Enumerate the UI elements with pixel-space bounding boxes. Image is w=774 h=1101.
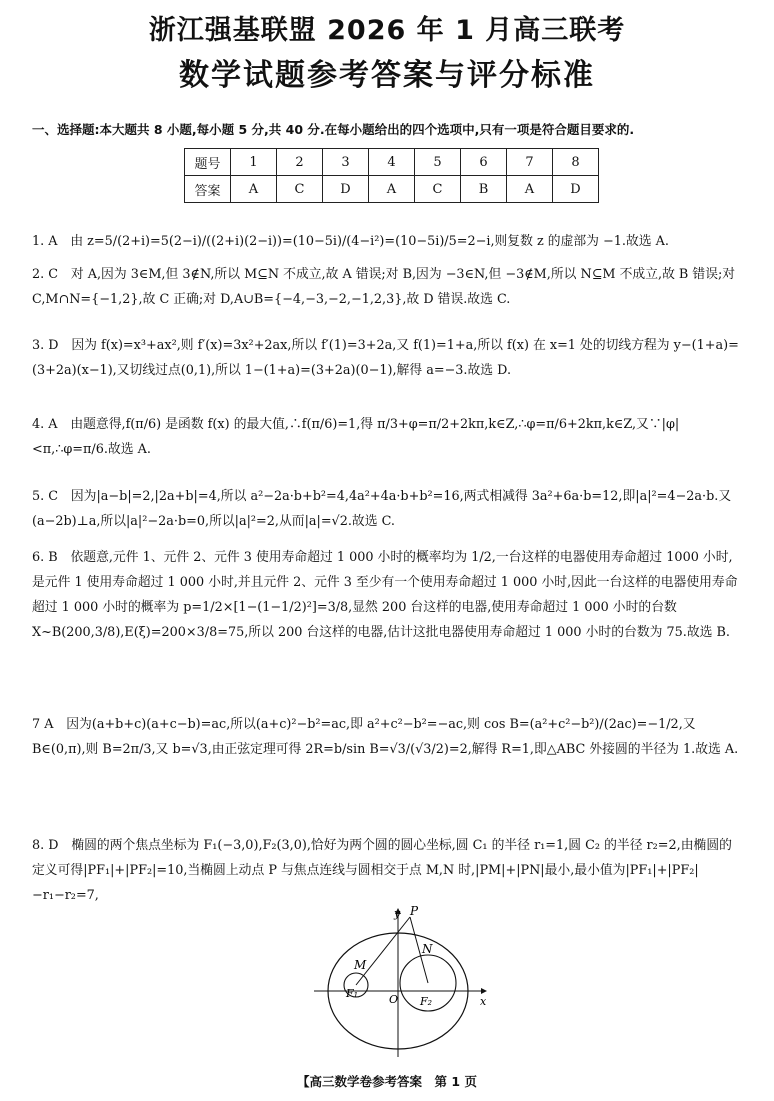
label-x: x xyxy=(480,995,487,1008)
solution-2: 2. C 对 A,因为 3∈M,但 3∉N,所以 M⊆N 不成立,故 A 错误;对 B,因为 −3∈N,但 −3∉M,所以 N⊆M 不成立,故 B 错误;对 C,M∩N={−1,2},故 C 正确;对 D,A∪B={−4,−3,−2,−1,2,3},故 D 错误.故选 C. xyxy=(32,267,736,307)
table-cell: 6 xyxy=(461,149,507,176)
label-o: O xyxy=(389,993,399,1006)
table-cell: D xyxy=(553,176,599,203)
label-p: P xyxy=(410,905,419,918)
solution-3: 3. D 因为 f(x)=x³+ax²,则 f′(x)=3x²+2ax,所以 f′(1)=3+2a,又 f(1)=1+a,所以 f(x) 在 x=1 处的切线方程为 y−(1+a)=(3+2a)(x−1),又切线过点(0,1),所以 1−(1+a)=(3+2a)(0−1),解得 a=−3.故选 D. xyxy=(32,338,739,378)
answer-table xyxy=(184,148,599,203)
section-intro: 一、选择题:本大题共 8 小题,每小题 5 分,共 40 分.在每小题给出的四个选项中,只有一项是符合题目要求的. xyxy=(32,122,635,137)
table-cell: 5 xyxy=(415,149,461,176)
table-cell: 题号 xyxy=(185,149,231,176)
solution-5: 5. C 因为|a−b|=2,|2a+b|=4,所以 a²−2a·b+b²=4,4a²+4a·b+b²=16,两式相减得 3a²+6a·b=12,即|a|²=4−2a·b.又(a−2b)⊥a,所以|a|²−2a·b=0,所以|a|²=2,从而|a|=√2.故选 C. xyxy=(32,489,732,529)
table-cell: A xyxy=(369,176,415,203)
table-cell: 1 xyxy=(231,149,277,176)
label-f1: F₁ xyxy=(346,987,359,1000)
table-cell: B xyxy=(461,176,507,203)
table-cell: 4 xyxy=(369,149,415,176)
solution-1: 1. A 由 z=5/(2+i)=5(2−i)/((2+i)(2−i))=(10−5i)/(4−i²)=(10−5i)/5=2−i,则复数 z 的虚部为 −1.故选 A. xyxy=(32,234,669,249)
solution-4: 4. A 由题意得,f(π/6) 是函数 f(x) 的最大值,∴f(π/6)=1,得 π/3+φ=π/2+2kπ,k∈Z,∴φ=π/6+2kπ,k∈Z,又∵|φ|<π,∴φ=π/6.故选 A. xyxy=(32,417,680,457)
solution-7: 7 A 因为(a+b+c)(a+c−b)=ac,所以(a+c)²−b²=ac,即 a²+c²−b²=−ac,则 cos B=(a²+c²−b²)/(2ac)=−1/2,又 B∈(0,π),则 B=2π/3,又 b=√3,由正弦定理可得 2R=b/sin B=√3/(√3/2)=2,解得 R=1,即△ABC 外接圆的半径为 1.故选 A. xyxy=(32,717,739,757)
table-cell: D xyxy=(323,176,369,203)
table-cell: 2 xyxy=(277,149,323,176)
table-cell: C xyxy=(415,176,461,203)
answer-table-answer-row xyxy=(185,176,599,203)
table-cell: A xyxy=(507,176,553,203)
table-cell: A xyxy=(231,176,277,203)
table-cell: 答案 xyxy=(185,176,231,203)
page-footer: 【高三数学卷参考答案 第 1 页 xyxy=(297,1074,477,1089)
label-f2: F₂ xyxy=(420,995,433,1008)
table-cell: C xyxy=(277,176,323,203)
label-m: M xyxy=(354,958,367,972)
ellipse-figure xyxy=(310,905,500,1069)
solution-6: 6. B 依题意,元件 1、元件 2、元件 3 使用寿命超过 1 000 小时的概率均为 1/2,一台这样的电器使用寿命超过 1000 小时,是元件 1 使用寿命超过 1 000 小时,并且元件 2、元件 3 至少有一个使用寿命超过 1 000 小时,因此一台这样的电器使用寿命超过 1 000 小时的概率为 p=1/2×[1−(1−1/2)²]=3/8,显然 200 台这样的电器,使用寿命超过 1 000 小时的台数 X~B(200,3/8),E(ξ)=200×3/8=75,所以 200 台这样的电器,估计这批电器使用寿命超过 1 000 小时的台数为 75.故选 B. xyxy=(32,550,738,640)
segment-pf1 xyxy=(356,917,410,985)
label-y: y xyxy=(394,907,401,920)
solution-8: 8. D 椭圆的两个焦点坐标为 F₁(−3,0),F₂(3,0),恰好为两个圆的圆心坐标,圆 C₁ 的半径 r₁=1,圆 C₂ 的半径 r₂=2,由椭圆的定义可得|PF₁|+|PF₂|=10,当椭圆上动点 P 与焦点连线与圆相交于点 M,N 时,|PM|+|PN|最小,最小值为|PF₁|+|PF₂|−r₁−r₂=7, xyxy=(32,838,732,903)
answer-table-header-row xyxy=(185,149,599,176)
title-line-1: 浙江强基联盟 2026 年 1 月高三联考 xyxy=(148,15,626,46)
ellipse-figure-svg xyxy=(310,905,500,1065)
label-n: N xyxy=(422,942,433,956)
table-cell: 8 xyxy=(553,149,599,176)
title-line-2: 数学试题参考答案与评分标准 xyxy=(179,58,595,93)
table-cell: 7 xyxy=(507,149,553,176)
table-cell: 3 xyxy=(323,149,369,176)
